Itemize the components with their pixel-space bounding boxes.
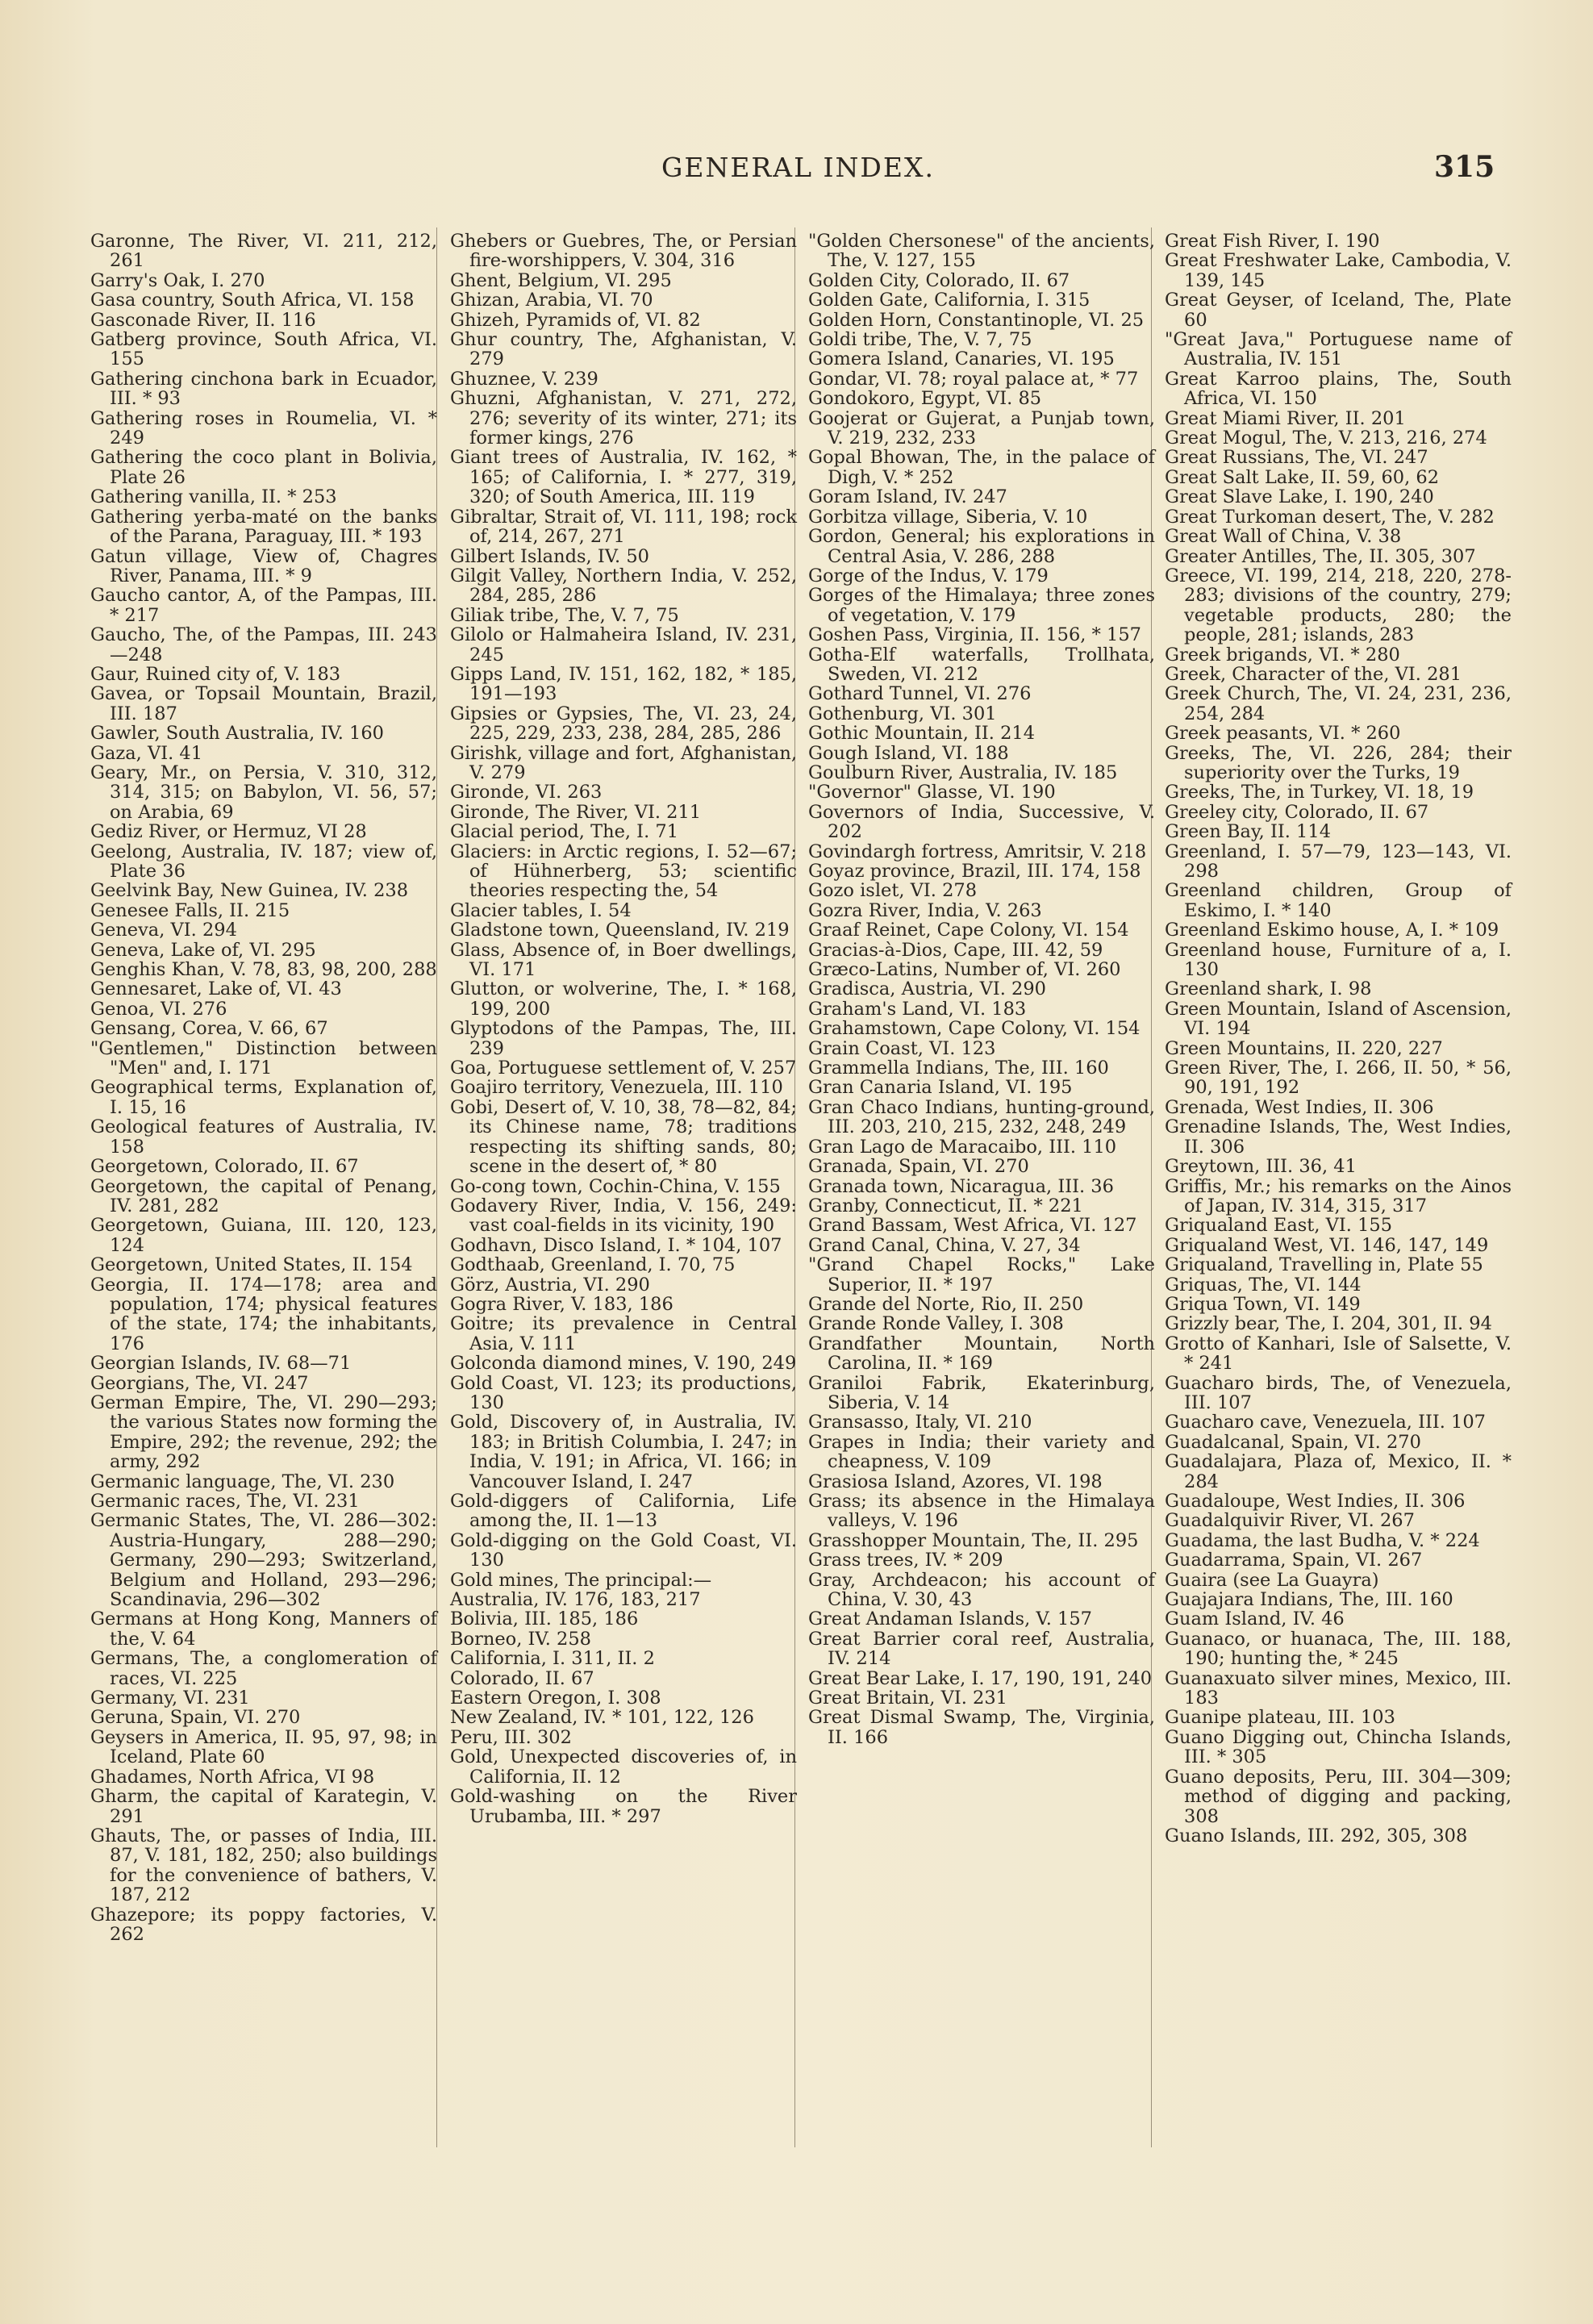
- index-entry: Ghent, Belgium, VI. 295: [450, 269, 672, 291]
- index-entry: Peru, III. 302: [450, 1726, 572, 1748]
- index-entry: Gracias-à-Dios, Cape, III. 42, 59: [808, 939, 1103, 961]
- index-entry: Greenland, I. 57—79, 123—143, VI. 298: [1165, 841, 1512, 882]
- index-entry: Goyaz province, Brazil, III. 174, 158: [808, 861, 1141, 882]
- index-entry: Griffis, Mr.; his remarks on the Ainos of Japan, IV. 314, 315, 317: [1165, 1175, 1512, 1216]
- index-entry: Guaira (see La Guayra): [1165, 1569, 1379, 1591]
- index-entry: Ghur country, The, Afghanistan, V. 279: [450, 329, 797, 370]
- index-entry: Gran Chaco Indians, hunting-ground, III. 203, 210, 215, 232, 248, 249: [808, 1096, 1155, 1138]
- index-entry: Colorado, II. 67: [450, 1667, 594, 1689]
- index-entry: Goulburn River, Australia, IV. 185: [808, 761, 1118, 783]
- index-entry: Ghauts, The, or passes of India, III. 87, V. 181, 182, 250; also buildings for the convenience of bathers, V. 187, 212: [90, 1825, 437, 1906]
- index-entry: Guanipe plateau, III. 103: [1165, 1707, 1395, 1729]
- index-entry: Gilbert Islands, IV. 50: [450, 545, 649, 567]
- index-entry: Goajiro territory, Venezuela, III. 110: [450, 1077, 783, 1099]
- index-entry: Georgian Islands, IV. 68—71: [90, 1353, 352, 1375]
- index-entry: Gensang, Corea, V. 66, 67: [90, 1018, 328, 1040]
- index-entry: "Governor" Glasse, VI. 190: [808, 782, 1056, 803]
- index-entry: Gorges of the Himalaya; three zones of vegetation, V. 179: [808, 585, 1155, 626]
- index-entry: Great Andaman Islands, V. 157: [808, 1608, 1092, 1630]
- index-entry: Germanic language, The, VI. 230: [90, 1471, 395, 1492]
- index-entry: Geelvink Bay, New Guinea, IV. 238: [90, 880, 409, 902]
- index-entry: Greek Church, The, VI. 24, 231, 236, 254, 284: [1165, 683, 1512, 724]
- index-entry: Guacharo birds, The, of Venezuela, III. 107: [1165, 1372, 1512, 1413]
- index-entry: Greytown, III. 36, 41: [1165, 1156, 1357, 1178]
- index-entry: Greenland Eskimo house, A, I. * 109: [1165, 920, 1499, 941]
- index-entry: Gaucho, The, of the Pampas, III. 243—248: [90, 624, 437, 665]
- index-entry: Gothenburg, VI. 301: [808, 703, 997, 724]
- index-entry: Griqua Town, VI. 149: [1165, 1293, 1361, 1315]
- index-entry: Great Karroo plains, The, South Africa, VI. 150: [1165, 368, 1512, 410]
- index-entry: Gogra River, V. 183, 186: [450, 1293, 673, 1315]
- index-entry: Gasa country, South Africa, VI. 158: [90, 290, 415, 311]
- index-entry: "Great Java," Portuguese name of Australia, IV. 151: [1165, 329, 1512, 370]
- index-entry: Grammella Indians, The, III. 160: [808, 1058, 1109, 1079]
- index-entry: Grenada, West Indies, II. 306: [1165, 1096, 1434, 1118]
- index-entry: Gathering vanilla, II. * 253: [90, 486, 337, 508]
- index-entry: Georgetown, United States, II. 154: [90, 1254, 413, 1276]
- index-entry: Gipps Land, IV. 151, 162, 182, * 185, 191—193: [450, 663, 797, 705]
- index-entry: Governors of India, Successive, V. 202: [808, 801, 1155, 843]
- index-entry: Great Geyser, of Iceland, The, Plate 60: [1165, 290, 1512, 331]
- index-entry: Greenland house, Furniture of a, I. 130: [1165, 939, 1512, 981]
- index-entry: Griquas, The, VI. 144: [1165, 1274, 1362, 1296]
- index-entry: Gibraltar, Strait of, VI. 111, 198; rock of, 214, 267, 271: [450, 506, 797, 548]
- index-entry: "Golden Chersonese" of the ancients, The, V. 127, 155: [808, 231, 1155, 272]
- index-entry: Golden City, Colorado, II. 67: [808, 269, 1070, 291]
- index-entry: Genghis Khan, V. 78, 83, 98, 200, 288: [90, 959, 437, 981]
- index-entry: Goojerat or Gujerat, a Punjab town, V. 219, 232, 233: [808, 407, 1155, 449]
- index-entry: Guadama, the last Budha, V. * 224: [1165, 1529, 1480, 1551]
- index-entry: Gondokoro, Egypt, VI. 85: [808, 388, 1042, 410]
- index-entry: Giant trees of Australia, IV. 162, * 165; of California, I. * 277, 319, 320; of South America, III. 119: [450, 447, 797, 508]
- index-entry: Gathering cinchona bark in Ecuador, III. * 93: [90, 368, 437, 410]
- index-entry: Great Britain, VI. 231: [808, 1688, 1007, 1709]
- index-entry: Guadalquivir River, VI. 267: [1165, 1510, 1415, 1532]
- index-entry: Govindargh fortress, Amritsir, V. 218: [808, 841, 1147, 862]
- index-entry: Green Bay, II. 114: [1165, 821, 1332, 843]
- index-entry: Great Miami River, II. 201: [1165, 407, 1406, 429]
- index-entry: Granada, Spain, VI. 270: [808, 1156, 1029, 1178]
- index-entry: Gold Coast, VI. 123; its productions, 130: [450, 1372, 797, 1413]
- index-entry: Griqualand, Travelling in, Plate 55: [1165, 1254, 1483, 1276]
- index-entry: Bolivia, III. 185, 186: [450, 1608, 639, 1630]
- index-entry: Gawler, South Australia, IV. 160: [90, 723, 384, 745]
- index-entry: "Gentlemen," Distinction between "Men" and, I. 171: [90, 1037, 437, 1079]
- index-entry: Grande Ronde Valley, I. 308: [808, 1313, 1064, 1335]
- index-entry: Gozra River, India, V. 263: [808, 899, 1042, 921]
- index-entry: Granada town, Nicaragua, III. 36: [808, 1175, 1114, 1197]
- index-entry: Grandfather Mountain, North Carolina, II. * 169: [808, 1333, 1155, 1375]
- index-entry: Great Bear Lake, I. 17, 190, 191, 240: [808, 1667, 1153, 1689]
- index-entry: Great Fish River, I. 190: [1165, 231, 1380, 252]
- index-entry: Gray, Archdeacon; his account of China, V. 30, 43: [808, 1569, 1155, 1611]
- index-entry: Australia, IV. 176, 183, 217: [450, 1589, 701, 1611]
- index-entry: Genesee Falls, II. 215: [90, 899, 290, 921]
- index-entry: Godavery River, India, V. 156, 249: vast coal-fields in its vicinity, 190: [450, 1195, 797, 1237]
- index-entry: Gran Lago de Maracaibo, III. 110: [808, 1136, 1117, 1158]
- index-entry: Gradisca, Austria, VI. 290: [808, 978, 1046, 1000]
- index-entry: Godhavn, Disco Island, I. * 104, 107: [450, 1234, 782, 1256]
- index-entry: Geological features of Australia, IV. 158: [90, 1116, 437, 1158]
- index-entry: Gopal Bhowan, The, in the palace of Digh, V. * 252: [808, 447, 1155, 488]
- index-entry: Ghizan, Arabia, VI. 70: [450, 290, 653, 311]
- index-entry: Gironde, The River, VI. 211: [450, 801, 702, 823]
- index-entry: Glyptodons of the Pampas, The, III. 239: [450, 1018, 797, 1059]
- index-entry: Greek, Character of the, VI. 281: [1165, 663, 1462, 685]
- index-entry: Gipsies or Gypsies, The, VI. 23, 24, 225, 229, 233, 238, 284, 285, 286: [450, 703, 797, 745]
- index-entry: Guadalcanal, Spain, VI. 270: [1165, 1431, 1421, 1453]
- index-entry: Goa, Portuguese settlement of, V. 257: [450, 1058, 797, 1079]
- index-entry: Gatberg province, South Africa, VI. 155: [90, 329, 437, 370]
- index-entry: Genoa, VI. 276: [90, 998, 227, 1020]
- index-entry: Grizzly bear, The, I. 204, 301, II. 94: [1165, 1313, 1492, 1335]
- index-entry: Gathering yerba-maté on the banks of the Parana, Paraguay, III. * 193: [90, 506, 437, 548]
- index-entry: Gough Island, VI. 188: [808, 742, 1009, 764]
- index-entry: Ghadames, North Africa, VI 98: [90, 1766, 375, 1788]
- index-entry: Georgians, The, VI. 247: [90, 1372, 309, 1394]
- index-entry: Go-cong town, Cochin-China, V. 155: [450, 1175, 781, 1197]
- index-entry: Grasshopper Mountain, The, II. 295: [808, 1529, 1139, 1551]
- index-entry: Greek peasants, VI. * 260: [1165, 723, 1401, 745]
- index-entry: Guanaxuato silver mines, Mexico, III. 183: [1165, 1667, 1512, 1709]
- index-entry: Guadaloupe, West Indies, II. 306: [1165, 1491, 1466, 1512]
- index-entry: Great Wall of China, V. 38: [1165, 526, 1402, 548]
- index-entry: Guano Islands, III. 292, 305, 308: [1165, 1825, 1468, 1846]
- index-entry: Geruna, Spain, VI. 270: [90, 1707, 301, 1729]
- index-entry: Gran Canaria Island, VI. 195: [808, 1077, 1073, 1099]
- index-entry: Greeks, The, in Turkey, VI. 18, 19: [1165, 782, 1474, 803]
- index-entry: Golden Horn, Constantinople, VI. 25: [808, 309, 1145, 331]
- index-entry: Guano Digging out, Chincha Islands, III. * 305: [1165, 1726, 1512, 1768]
- index-entry: Greece, VI. 199, 214, 218, 220, 278-283; divisions of the country, 279; vegetable products, 280; the people, 281; islands, 283: [1165, 565, 1512, 646]
- index-entry: Gatun village, View of, Chagres River, Panama, III. * 9: [90, 545, 437, 586]
- index-entry: Girishk, village and fort, Afghanistan, V. 279: [450, 742, 797, 783]
- index-entry: Great Salt Lake, II. 59, 60, 62: [1165, 466, 1440, 488]
- index-entry: Georgetown, Guiana, III. 120, 123, 124: [90, 1215, 437, 1256]
- index-entry: Gilgit Valley, Northern India, V. 252, 284, 285, 286: [450, 565, 797, 607]
- index-entry: Great Freshwater Lake, Cambodia, V. 139, 145: [1165, 250, 1512, 291]
- running-head: GENERAL INDEX.: [661, 152, 935, 183]
- index-entry: Greater Antilles, The, II. 305, 307: [1165, 545, 1476, 567]
- index-entry: Gotha-Elf waterfalls, Trollhata, Sweden, VI. 212: [808, 644, 1155, 685]
- index-entry: Golden Gate, California, I. 315: [808, 290, 1090, 311]
- index-entry: Gordon, General; his explorations in Central Asia, V. 286, 288: [808, 526, 1155, 567]
- index-entry: Grande del Norte, Rio, II. 250: [808, 1293, 1084, 1315]
- index-entry: Glaciers: in Arctic regions, I. 52—67; of Hühnerberg, 53; scientific theories respecting the, 54: [450, 841, 797, 902]
- index-entry: Goitre; its prevalence in Central Asia, V. 111: [450, 1313, 797, 1354]
- index-entry: Gold, Unexpected discoveries of, in California, II. 12: [450, 1746, 797, 1788]
- index-entry: Glacier tables, I. 54: [450, 899, 632, 921]
- index-column-2: [450, 232, 797, 1826]
- index-entry: California, I. 311, II. 2: [450, 1648, 655, 1670]
- index-entry: Gharm, the capital of Karategin, V. 291: [90, 1786, 437, 1827]
- index-entry: Graham's Land, VI. 183: [808, 998, 1027, 1020]
- index-column-3: [808, 232, 1155, 1747]
- index-entry: Golconda diamond mines, V. 190, 249: [450, 1353, 797, 1375]
- index-entry: Guano deposits, Peru, III. 304—309; method of digging and packing, 308: [1165, 1766, 1512, 1827]
- index-entry: Grain Coast, VI. 123: [808, 1037, 996, 1059]
- index-entry: Gold-digging on the Gold Coast, VI. 130: [450, 1529, 797, 1571]
- index-entry: Great Russians, The, VI. 247: [1165, 447, 1428, 469]
- index-entry: Garry's Oak, I. 270: [90, 269, 265, 291]
- index-entry: Grass trees, IV. * 209: [808, 1550, 1003, 1571]
- index-entry: Gransasso, Italy, VI. 210: [808, 1412, 1032, 1433]
- index-entry: Ghuznee, V. 239: [450, 368, 598, 390]
- index-entry: Greeks, The, VI. 226, 284; their superiority over the Turks, 19: [1165, 742, 1512, 783]
- index-entry: Goshen Pass, Virginia, II. 156, * 157: [808, 624, 1141, 646]
- index-entry: Geneva, Lake of, VI. 295: [90, 939, 316, 961]
- index-entry: Graniloi Fabrik, Ekaterinburg, Siberia, V. 14: [808, 1372, 1155, 1413]
- index-entry: Gironde, VI. 263: [450, 782, 603, 803]
- index-entry: Green Mountain, Island of Ascension, VI. 194: [1165, 998, 1512, 1040]
- index-entry: Green Mountains, II. 220, 227: [1165, 1037, 1443, 1059]
- index-entry: Germany, VI. 231: [90, 1688, 250, 1709]
- index-entry: Gaza, VI. 41: [90, 742, 203, 764]
- index-entry: Great Slave Lake, I. 190, 240: [1165, 486, 1434, 508]
- index-entry: Greek brigands, VI. * 280: [1165, 644, 1400, 665]
- index-entry: Godthaab, Greenland, I. 70, 75: [450, 1254, 736, 1276]
- index-entry: Ghazepore; its poppy factories, V. 262: [90, 1904, 437, 1945]
- index-entry: Grasiosa Island, Azores, VI. 198: [808, 1471, 1103, 1492]
- index-entry: Geneva, VI. 294: [90, 920, 237, 941]
- index-entry: Guadalajara, Plaza of, Mexico, II. * 284: [1165, 1451, 1512, 1492]
- index-entry: Goram Island, IV. 247: [808, 486, 1007, 508]
- index-entry: Gaucho cantor, A, of the Pampas, III. * 217: [90, 585, 437, 626]
- index-column-4: [1165, 232, 1512, 1846]
- index-entry: Gaur, Ruined city of, V. 183: [90, 663, 341, 685]
- index-entry: Grotto of Kanhari, Isle of Salsette, V. * 241: [1165, 1333, 1512, 1375]
- index-entry: Great Mogul, The, V. 213, 216, 274: [1165, 428, 1487, 449]
- index-entry: Gold-diggers of California, Life among the, II. 1—13: [450, 1491, 797, 1532]
- index-entry: Graaf Reinet, Cape Colony, VI. 154: [808, 920, 1129, 941]
- index-entry: Eastern Oregon, I. 308: [450, 1688, 661, 1709]
- index-entry: Gondar, VI. 78; royal palace at, * 77: [808, 368, 1139, 390]
- page-number: 315: [1434, 150, 1495, 184]
- index-entry: Gorge of the Indus, V. 179: [808, 565, 1049, 586]
- index-entry: Ghuzni, Afghanistan, V. 271, 272, 276; severity of its winter, 271; its former kings, 276: [450, 388, 797, 449]
- index-entry: Geelong, Australia, IV. 187; view of, Plate 36: [90, 841, 437, 882]
- index-entry: Guacharo cave, Venezuela, III. 107: [1165, 1412, 1486, 1433]
- index-entry: Glacial period, The, I. 71: [450, 821, 679, 843]
- index-entry: Giliak tribe, The, V. 7, 75: [450, 604, 679, 626]
- index-entry: Græco-Latins, Number of, VI. 260: [808, 959, 1121, 981]
- index-entry: Geary, Mr., on Persia, V. 310, 312, 314, 315; on Babylon, VI. 56, 57; on Arabia, 69: [90, 761, 437, 823]
- index-entry: Great Dismal Swamp, The, Virginia, II. 166: [808, 1707, 1155, 1748]
- index-entry: Germans, The, a conglomeration of races, VI. 225: [90, 1648, 437, 1689]
- index-entry: Gorbitza village, Siberia, V. 10: [808, 506, 1088, 528]
- index-entry: Gavea, or Topsail Mountain, Brazil, III. 187: [90, 683, 437, 724]
- index-entry: Gothard Tunnel, VI. 276: [808, 683, 1032, 705]
- index-entry: Geographical terms, Explanation of, I. 15, 16: [90, 1077, 437, 1118]
- index-entry: Grass; its absence in the Himalaya valleys, V. 196: [808, 1491, 1155, 1532]
- index-entry: Grapes in India; their variety and cheapness, V. 109: [808, 1431, 1155, 1473]
- index-entry: Guadarrama, Spain, VI. 267: [1165, 1550, 1423, 1571]
- index-entry: Guam Island, IV. 46: [1165, 1608, 1345, 1630]
- index-entry: Griqualand West, VI. 146, 147, 149: [1165, 1234, 1489, 1256]
- index-entry: New Zealand, IV. * 101, 122, 126: [450, 1707, 754, 1729]
- index-entry: Guajajara Indians, The, III. 160: [1165, 1589, 1453, 1611]
- index-entry: Ghebers or Guebres, The, or Persian fire-worshippers, V. 304, 316: [450, 231, 797, 272]
- index-entry: Grand Canal, China, V. 27, 34: [808, 1234, 1081, 1256]
- index-entry: Germanic races, The, VI. 231: [90, 1491, 360, 1512]
- index-entry: Garonne, The River, VI. 211, 212, 261: [90, 231, 437, 272]
- index-entry: Gathering roses in Roumelia, VI. * 249: [90, 407, 437, 449]
- index-entry: Grenadine Islands, The, West Indies, II. 306: [1165, 1116, 1512, 1158]
- index-entry: Greeley city, Colorado, II. 67: [1165, 801, 1429, 823]
- index-entry: Great Barrier coral reef, Australia, IV. 214: [808, 1628, 1155, 1670]
- index-entry: Georgetown, Colorado, II. 67: [90, 1156, 359, 1178]
- index-entry: Geysers in America, II. 95, 97, 98; in Iceland, Plate 60: [90, 1726, 437, 1768]
- index-entry: Gediz River, or Hermuz, VI 28: [90, 821, 367, 843]
- index-entry: Borneo, IV. 258: [450, 1628, 591, 1650]
- index-entry: Guanaco, or huanaca, The, III. 188, 190; hunting the, * 245: [1165, 1628, 1512, 1670]
- index-column-1: [90, 232, 437, 1944]
- index-entry: Gozo islet, VI. 278: [808, 880, 978, 902]
- index-entry: Glutton, or wolverine, The, I. * 168, 199, 200: [450, 978, 797, 1020]
- index-entry: "Grand Chapel Rocks," Lake Superior, II. * 197: [808, 1254, 1155, 1296]
- index-entry: Greenland children, Group of Eskimo, I. * 140: [1165, 880, 1512, 921]
- index-entry: Georgetown, the capital of Penang, IV. 281, 282: [90, 1175, 437, 1216]
- index-entry: Gomera Island, Canaries, VI. 195: [808, 348, 1115, 370]
- index-entry: Grand Bassam, West Africa, VI. 127: [808, 1215, 1137, 1237]
- index-entry: Gold mines, The principal:—: [450, 1569, 712, 1591]
- index-entry: Gasconade River, II. 116: [90, 309, 316, 331]
- index-entry: Germans at Hong Kong, Manners of the, V. 64: [90, 1608, 437, 1650]
- index-entry: Glass, Absence of, in Boer dwellings, VI. 171: [450, 939, 797, 981]
- index-entry: Germanic States, The, VI. 286—302: Austria-Hungary, 288—290; Germany, 290—293; Switzerland, Belgium and Holland, 293—296; Scandinavia, 296—302: [90, 1510, 437, 1611]
- index-entry: Greenland shark, I. 98: [1165, 978, 1372, 1000]
- index-entry: Gladstone town, Queensland, IV. 219: [450, 920, 790, 941]
- index-entry: Grahamstown, Cape Colony, VI. 154: [808, 1018, 1141, 1040]
- index-entry: Goldi tribe, The, V. 7, 75: [808, 329, 1032, 351]
- index-entry: Granby, Connecticut, II. * 221: [808, 1195, 1083, 1216]
- index-entry: German Empire, The, VI. 290—293; the various States now forming the Empire, 292; the revenue, 292; the army, 292: [90, 1391, 437, 1473]
- index-entry: Green River, The, I. 266, II. 50, * 56, 90, 191, 192: [1165, 1058, 1512, 1099]
- index-entry: Gold-washing on the River Urubamba, III. * 297: [450, 1786, 797, 1827]
- index-entry: Gobi, Desert of, V. 10, 38, 78—82, 84; its Chinese name, 78; traditions respecting its shifting sands, 80; scene in the desert of, * 80: [450, 1096, 797, 1178]
- index-entry: Great Turkoman desert, The, V. 282: [1165, 506, 1495, 528]
- index-entry: Georgia, II. 174—178; area and population, 174; physical features of the state, 174; the inhabitants, 176: [90, 1274, 437, 1354]
- index-entry: Gennesaret, Lake of, VI. 43: [90, 978, 342, 1000]
- index-entry: Griqualand East, VI. 155: [1165, 1215, 1393, 1237]
- index-entry: Gathering the coco plant in Bolivia, Plate 26: [90, 447, 437, 488]
- index-entry: Gold, Discovery of, in Australia, IV. 183; in British Columbia, I. 247; in India, V. 191; in Africa, VI. 166; in Vancouver Island, I. 247: [450, 1412, 797, 1492]
- index-entry: Görz, Austria, VI. 290: [450, 1274, 650, 1296]
- index-entry: Ghizeh, Pyramids of, VI. 82: [450, 309, 701, 331]
- index-entry: Gothic Mountain, II. 214: [808, 723, 1036, 745]
- index-entry: Gilolo or Halmaheira Island, IV. 231, 245: [450, 624, 797, 665]
